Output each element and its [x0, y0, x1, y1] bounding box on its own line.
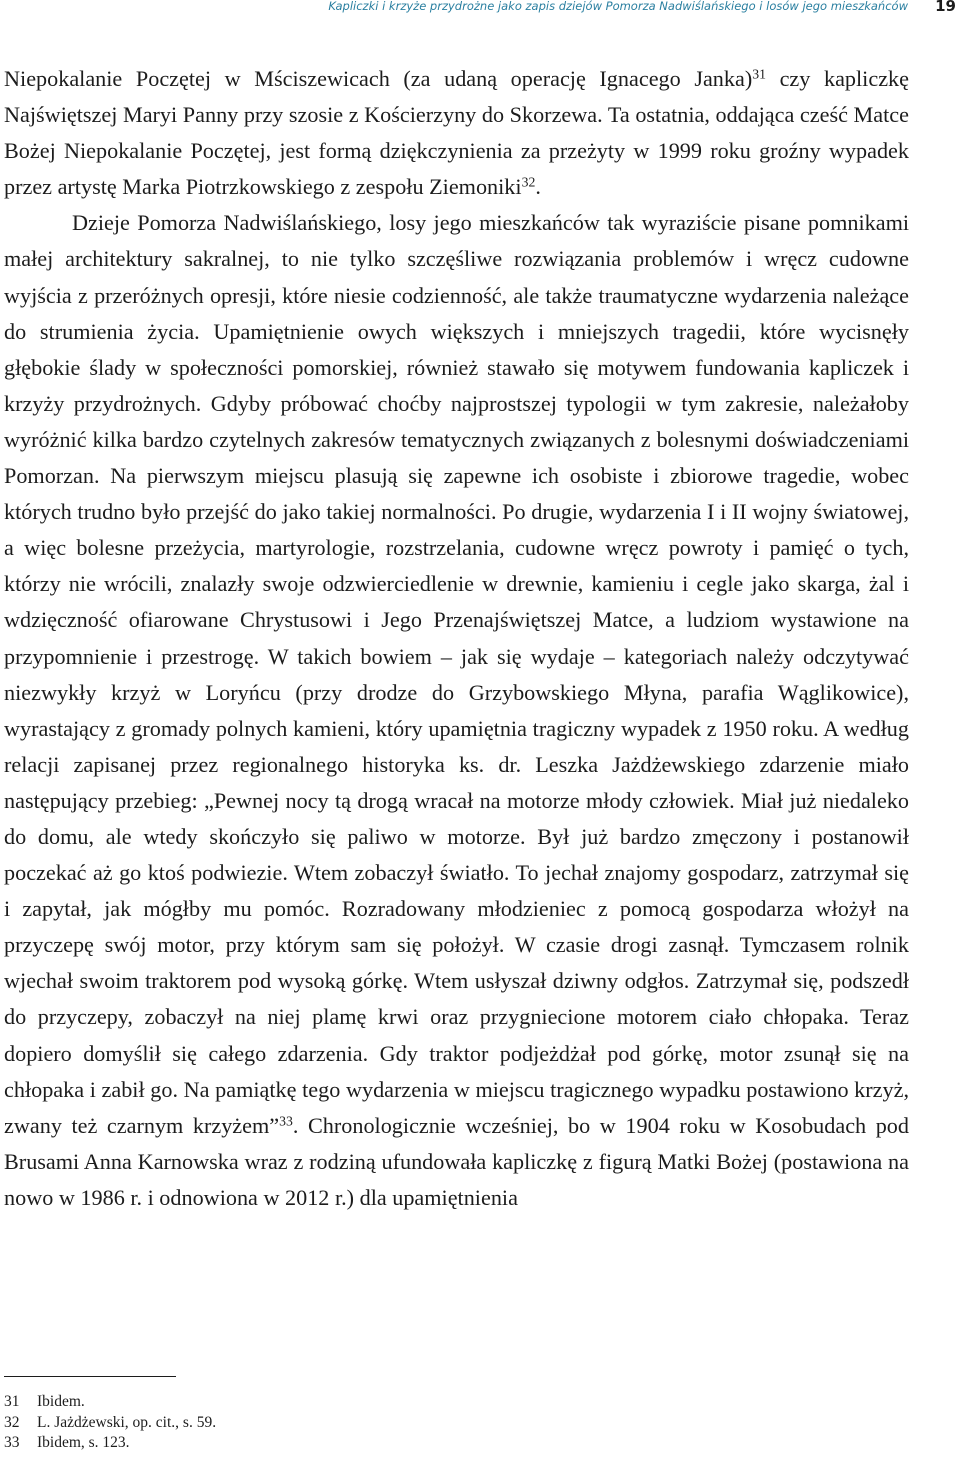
- text-segment: . Chronologicznie wcześniej, bo w 1904 roku w Kosobudach pod Brusami Anna Karnowska wraz z rodziną ufundowała kapliczkę z figurą Matki Bożej (postawiona na nowo w 1986 r. i odnowiona w 2012 r.) dla upamiętnienia: [4, 1112, 909, 1210]
- paragraph: [4, 61, 909, 205]
- footnote-number: 32: [4, 1413, 20, 1431]
- footnote-text: L. Jażdżewski, op. cit., s. 59.: [37, 1413, 217, 1431]
- footnote-number: 31: [4, 1393, 20, 1410]
- footnote-item: [4, 1433, 604, 1454]
- footnote-item: [4, 1413, 604, 1434]
- text-segment: Niepokalanie Poczętej w Mściszewicach (za udaną operację Ignacego Janka): [4, 66, 753, 91]
- footnote-divider: [4, 1376, 176, 1377]
- footnote-reference[interactable]: 31: [752, 66, 766, 82]
- running-title: Kapliczki i krzyże przydrożne jako zapis dziejów Pomorza Nadwiślańskiego i losów jego mieszkańców: [328, 0, 908, 13]
- main-text: [4, 61, 909, 1216]
- footnote-number: 33: [4, 1434, 20, 1451]
- footnotes: [4, 1392, 604, 1454]
- footnote-text: Ibidem, s. 123.: [37, 1434, 130, 1451]
- text-segment: Dzieje Pomorza Nadwiślańskiego, losy jego mieszkańców tak wyraziście pisane pomnikami małej architektury sakralnej, to nie tylko szczęśliwe rozwiązania problemów i wręcz cudowne wyjścia z przeróżnych opresji, które niesie codzienność, ale także traumatyczne wydarzenia należące do strumienia życia. Upamiętnienie owych większych i mniejszych tragedii, które wycisnęły głębokie ślady w społeczności pomorskiej, również stawało się motywem fundowania kapliczek i krzyży przydrożnych. Gdyby próbować choćby najprostszej typologii w tym zakresie, należałoby wyróżnić kilka bardzo czytelnych zakresów tematycznych związanych z bolesnymi doświadczeniami Pomorzan. Na pierwszym miejscu plasują się zapewne ich osobiste i zbiorowe tragedie, wobec których trudno było przejść do jako takiej normalności. Po drugie, wydarzenia I i II wojny światowej, a więc bolesne przeżycia, martyrologie, rozstrzelania, cudowne wręcz powroty i pamięć o tych, którzy nie wrócili, znalazły swoje odzwierciedlenie w drewnie, kamieniu i cegle jako skarga, żal i wdzięczność ofiarowane Chrystusowi i Jego Przenajświętszej Matce, a ludziom wystawione na przypomnienie i przestrogę. W takich bowiem – jak się wydaje – kategoriach należy odczytywać niezwykły krzyż w Loryńcu (przy drodze do Grzybowskiego Młyna, parafia Wąglikowice), wyrastający z gromady polnych kamieni, który upamiętnia tragiczny wypadek z 1950 roku. A według relacji zapisanej przez regionalnego historyka ks. dr. Leszka Jażdżewskiego zdarzenie miało następujący przebieg: „Pewnej nocy tą drogą wracał na motorze młody człowiek. Miał już niedaleko do domu, ale wtedy skończyło się paliwo w motorze. Był już bardzo zmęczony i postanowił poczekać aż go ktoś podwiezie. Wtem zobaczył światło. To jechał znajomy gospodarz, zatrzymał się i zapytał, jak mógłby mu pomóc. Rozradowany młodzieniec z pomocą gospodarza włożył na przyczepę swój motor, przy którym sam się położył. W czasie drogi zasnął. Tymczasem rolnik wjechał swoim traktorem pod wysoką górkę. Wtem usłyszał dziwny odgłos. Zatrzymał się, podszedł do przyczepy, zobaczył na niej plamę krwi oraz przygniecione motorem ciało chłopaka. Teraz dopiero domyślił się całego zdarzenia. Gdy traktor podjeżdżał pod górkę, motor zsunął się na chłopaka i zabił go. Na pamiątkę tego wydarzenia w miejscu tragicznego wypadku postawiono krzyż, zwany też czarnym krzyżem”: [4, 210, 909, 1138]
- page-number: 19: [935, 0, 956, 15]
- footnote-text: Ibidem.: [37, 1393, 85, 1410]
- text-segment: .: [535, 174, 541, 200]
- footnote-reference[interactable]: 32: [521, 174, 536, 190]
- footnote-item: [4, 1392, 604, 1413]
- text-segment: czy kapliczkę Najświętszej Maryi Panny przy szosie z Kościerzyny do Skorzewa. Ta ostatnia, oddająca cześć Matce Bożej Niepokalanie Poczętej, jest formą dziękczynienia za przeżyty w 1999 roku groźny wypadek przez artystę Marka Piotrzkowskiego z zespołu Ziemoniki: [4, 66, 909, 200]
- footnote-reference[interactable]: 33: [279, 1113, 293, 1129]
- paragraph: [4, 205, 909, 1216]
- running-header: [0, 0, 960, 14]
